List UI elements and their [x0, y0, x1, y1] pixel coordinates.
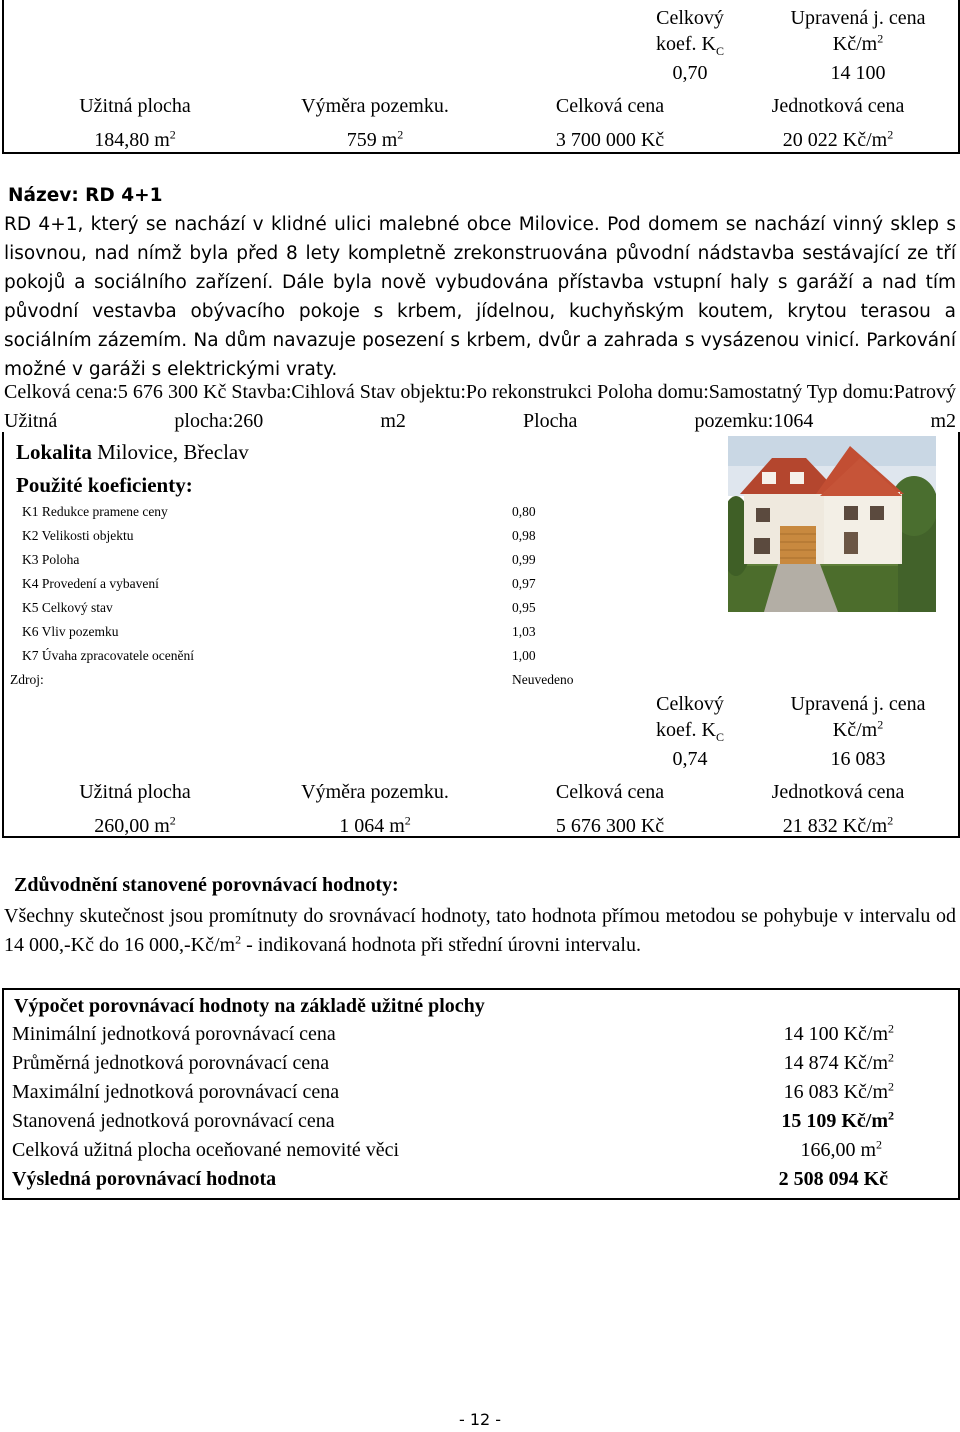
coef-label: K2 Velikosti objektu	[22, 528, 134, 543]
bottom-adj-label-2: $Kč/m^2$	[832, 717, 884, 741]
coef-label: K4 Provedení a vybavení	[22, 576, 159, 591]
calc-label: Maximální jednotková porovnávací cena	[12, 1081, 340, 1103]
calc-label: Stanovená jednotková porovnávací cena	[12, 1110, 335, 1132]
bottom-coef-label	[620, 692, 760, 771]
source-value: Neuvedeno	[512, 672, 574, 687]
top-value-area-text: 184,80 m	[94, 129, 170, 151]
calc-label: Průměrná jednotková porovnávací cena	[12, 1052, 330, 1074]
coef-title: Použité koeficienty:	[16, 473, 193, 497]
bottom-adj-unit: Kč/m	[832, 719, 878, 741]
calc-sup: 2	[888, 1021, 894, 1036]
coef-value-k7: 1,00	[512, 648, 536, 663]
calc-value-text: 166,00 m	[800, 1139, 876, 1161]
bottom-value-unit-price: 21 832 $Kč/m^2$	[782, 813, 894, 837]
bottom-value-price: 5 676 300 Kč	[555, 815, 665, 837]
calc-row-result	[12, 1165, 942, 1194]
bottom-coef-value: 0,74	[672, 748, 708, 770]
top-adj-value: 14 100	[830, 62, 886, 84]
top-coef-label	[620, 6, 760, 85]
calc-sup: 2	[876, 1137, 882, 1152]
coef-label: K5 Celkový stav	[22, 600, 113, 615]
listing-description: RD 4+1, který se nachází v klidné ulici malebné obce Milovice. Pod domem se nachází vinný sklep s lisovnou, nad nímž byla před 8 lety kompletně zrekonstruována původní nádstavba sestávající ze tří pokojů a sociálního zařízení. Dále byla nově vybudována přístavba vstupní haly s garáží a nad tím původní vestavba obývacího pokoje s krbem, jídelnou, kuchyňským koutem, krytou terasou a sociálním zázemím. Na dům navazuje posezení s krbem, dvůr a zahrada s vysázenou vinicí. Parkování možné v garáži s elektrickými vraty.	[4, 214, 956, 380]
top-coef-sub: C	[715, 44, 724, 58]
bottom-value-land-text: 1 064 m	[339, 815, 405, 837]
calc-label: Výsledná porovnávací hodnota	[12, 1168, 277, 1190]
top-value-unit-price: 20 022 $Kč/m^2$	[782, 127, 894, 151]
listing-name: Název: RD 4+1	[8, 185, 163, 206]
justification-text-2: - indikovaná hodnota při střední úrovni intervalu.	[241, 934, 641, 956]
top-value-area: 184,80 $m^2$	[94, 127, 176, 151]
coef-value-k2: 0,98	[512, 528, 536, 543]
top-coef-value: 0,70	[672, 62, 708, 84]
bottom-header-unit-price: Jednotková cena	[771, 781, 905, 803]
calc-row-area	[12, 1136, 942, 1165]
top-coef-k: koef. K	[656, 33, 716, 55]
listing-summary: Celková cena:5 676 300 Kč Stavba:Cihlová Stav objektu:Po rekonstrukci Poloha domu:Samostatný Typ domu:Patrový Užitná plocha:260 m2 Plocha pozemku:1064 m2	[4, 381, 956, 432]
coef-row-k3	[22, 548, 79, 572]
calc-value-text: 14 874 Kč/m	[783, 1052, 888, 1074]
calc-value-text: 14 100 Kč/m	[783, 1023, 888, 1045]
bottom-coef-label-2	[620, 718, 760, 742]
coef-value-k3: 0,99	[512, 552, 536, 567]
bottom-coef-k: koef. K	[656, 719, 716, 741]
calc-value	[784, 1078, 894, 1107]
bottom-adj-label	[760, 692, 956, 771]
top-value-land: 759 $m^2$	[346, 127, 404, 151]
coef-row-k1	[22, 500, 168, 524]
coef-row-k2	[22, 524, 134, 548]
top-value-land-text: 759 m	[346, 129, 398, 151]
top-header-land: Výměra pozemku.	[301, 95, 449, 117]
coef-value-k6: 1,03	[512, 624, 536, 639]
calc-label: Minimální jednotková porovnávací cena	[12, 1023, 336, 1045]
calc-label: Celková užitná plocha oceňované nemovité věci	[12, 1139, 400, 1161]
coef-value-k1: 0,80	[512, 504, 536, 519]
top-coef-label-1: Celkový	[656, 7, 724, 29]
page-number: - 12 -	[458, 1410, 502, 1429]
coef-label: K3 Poloha	[22, 552, 80, 567]
justification-text: Všechny skutečnost jsou promítnuty do srovnávací hodnoty, tato hodnota přímou metodou se pohybuje v intervalu od 14 000,-Kč do 16 $000,-Kč/m^2$ - indikovaná hodnota při střední úrovni intervalu.	[4, 905, 956, 956]
source-label: Zdroj:	[10, 672, 44, 687]
calc-value-text: 16 083 Kč/m	[783, 1081, 888, 1103]
calc-value: 2 508 094 Kč	[778, 1168, 888, 1190]
calculation-title: Výpočet porovnávací hodnoty na základě užitné plochy	[14, 995, 485, 1017]
top-coef-label-2	[620, 32, 760, 56]
calc-value	[784, 1049, 894, 1078]
calc-value	[784, 1020, 894, 1049]
top-adj-label-1: Upravená j. cena	[790, 7, 926, 29]
bottom-value-land: 1 064 $m^2$	[339, 813, 411, 837]
bottom-adj-label-1: Upravená j. cena	[790, 693, 926, 715]
top-header-price: Celková cena	[555, 95, 665, 117]
coef-row-k5	[22, 596, 113, 620]
top-value-price: 3 700 000 Kč	[555, 129, 665, 151]
calc-row-max	[12, 1078, 942, 1107]
lokalita	[16, 440, 249, 464]
coef-row-k7	[22, 644, 194, 668]
top-header-area: Užitná plocha	[79, 95, 191, 117]
top-adj-unit: Kč/m	[832, 33, 878, 55]
coef-label: K1 Redukce pramene ceny	[22, 504, 168, 519]
bottom-coef-label-1: Celkový	[656, 693, 724, 715]
calc-row-min	[12, 1020, 942, 1049]
calc-value	[800, 1136, 882, 1165]
calc-value-text: 15 109 Kč/m	[781, 1110, 888, 1132]
top-adj-label	[760, 6, 956, 85]
lokalita-label: Lokalita	[16, 440, 92, 464]
bottom-adj-value: 16 083	[830, 748, 886, 770]
calc-value	[781, 1107, 894, 1136]
calc-sup: 2	[888, 1108, 894, 1123]
top-adj-label-2: $Kč/m^2$	[832, 31, 884, 55]
bottom-header-land: Výměra pozemku.	[301, 781, 449, 803]
calc-sup: 2	[888, 1079, 894, 1094]
coef-label: K7 Úvaha zpracovatele ocenění	[22, 648, 195, 663]
calc-sup: 2	[888, 1050, 894, 1065]
coef-value-k5: 0,95	[512, 600, 536, 615]
lokalita-value: Milovice, Břeclav	[97, 440, 249, 464]
house-photo	[728, 436, 936, 612]
coef-row-k4	[22, 572, 159, 596]
coef-row-k6	[22, 620, 119, 644]
bottom-value-unit-price-text: 21 832 Kč/m	[782, 815, 888, 837]
coef-value-k4: 0,97	[512, 576, 536, 591]
house-illustration	[728, 436, 936, 612]
coef-label: K6 Vliv pozemku	[22, 624, 119, 639]
justification-title: Zdůvodnění stanovené porovnávací hodnoty:	[14, 874, 399, 896]
top-header-unit-price: Jednotková cena	[771, 95, 905, 117]
bottom-value-area: 260,00 $m^2$	[94, 813, 176, 837]
bottom-coef-sub: C	[715, 730, 724, 744]
calc-row-avg	[12, 1049, 942, 1078]
bottom-value-area-text: 260,00 m	[94, 815, 170, 837]
bottom-header-area: Užitná plocha	[79, 781, 191, 803]
calc-row-set	[12, 1107, 942, 1136]
top-value-unit-price-text: 20 022 Kč/m	[782, 129, 888, 151]
bottom-header-price: Celková cena	[555, 781, 665, 803]
justification-text-1: Všechny skutečnost jsou promítnuty do srovnávací hodnoty, tato hodnota přímou metodou se pohybuje v intervalu od 14 000,-Kč do 16 000,-Kč/m	[4, 905, 956, 956]
